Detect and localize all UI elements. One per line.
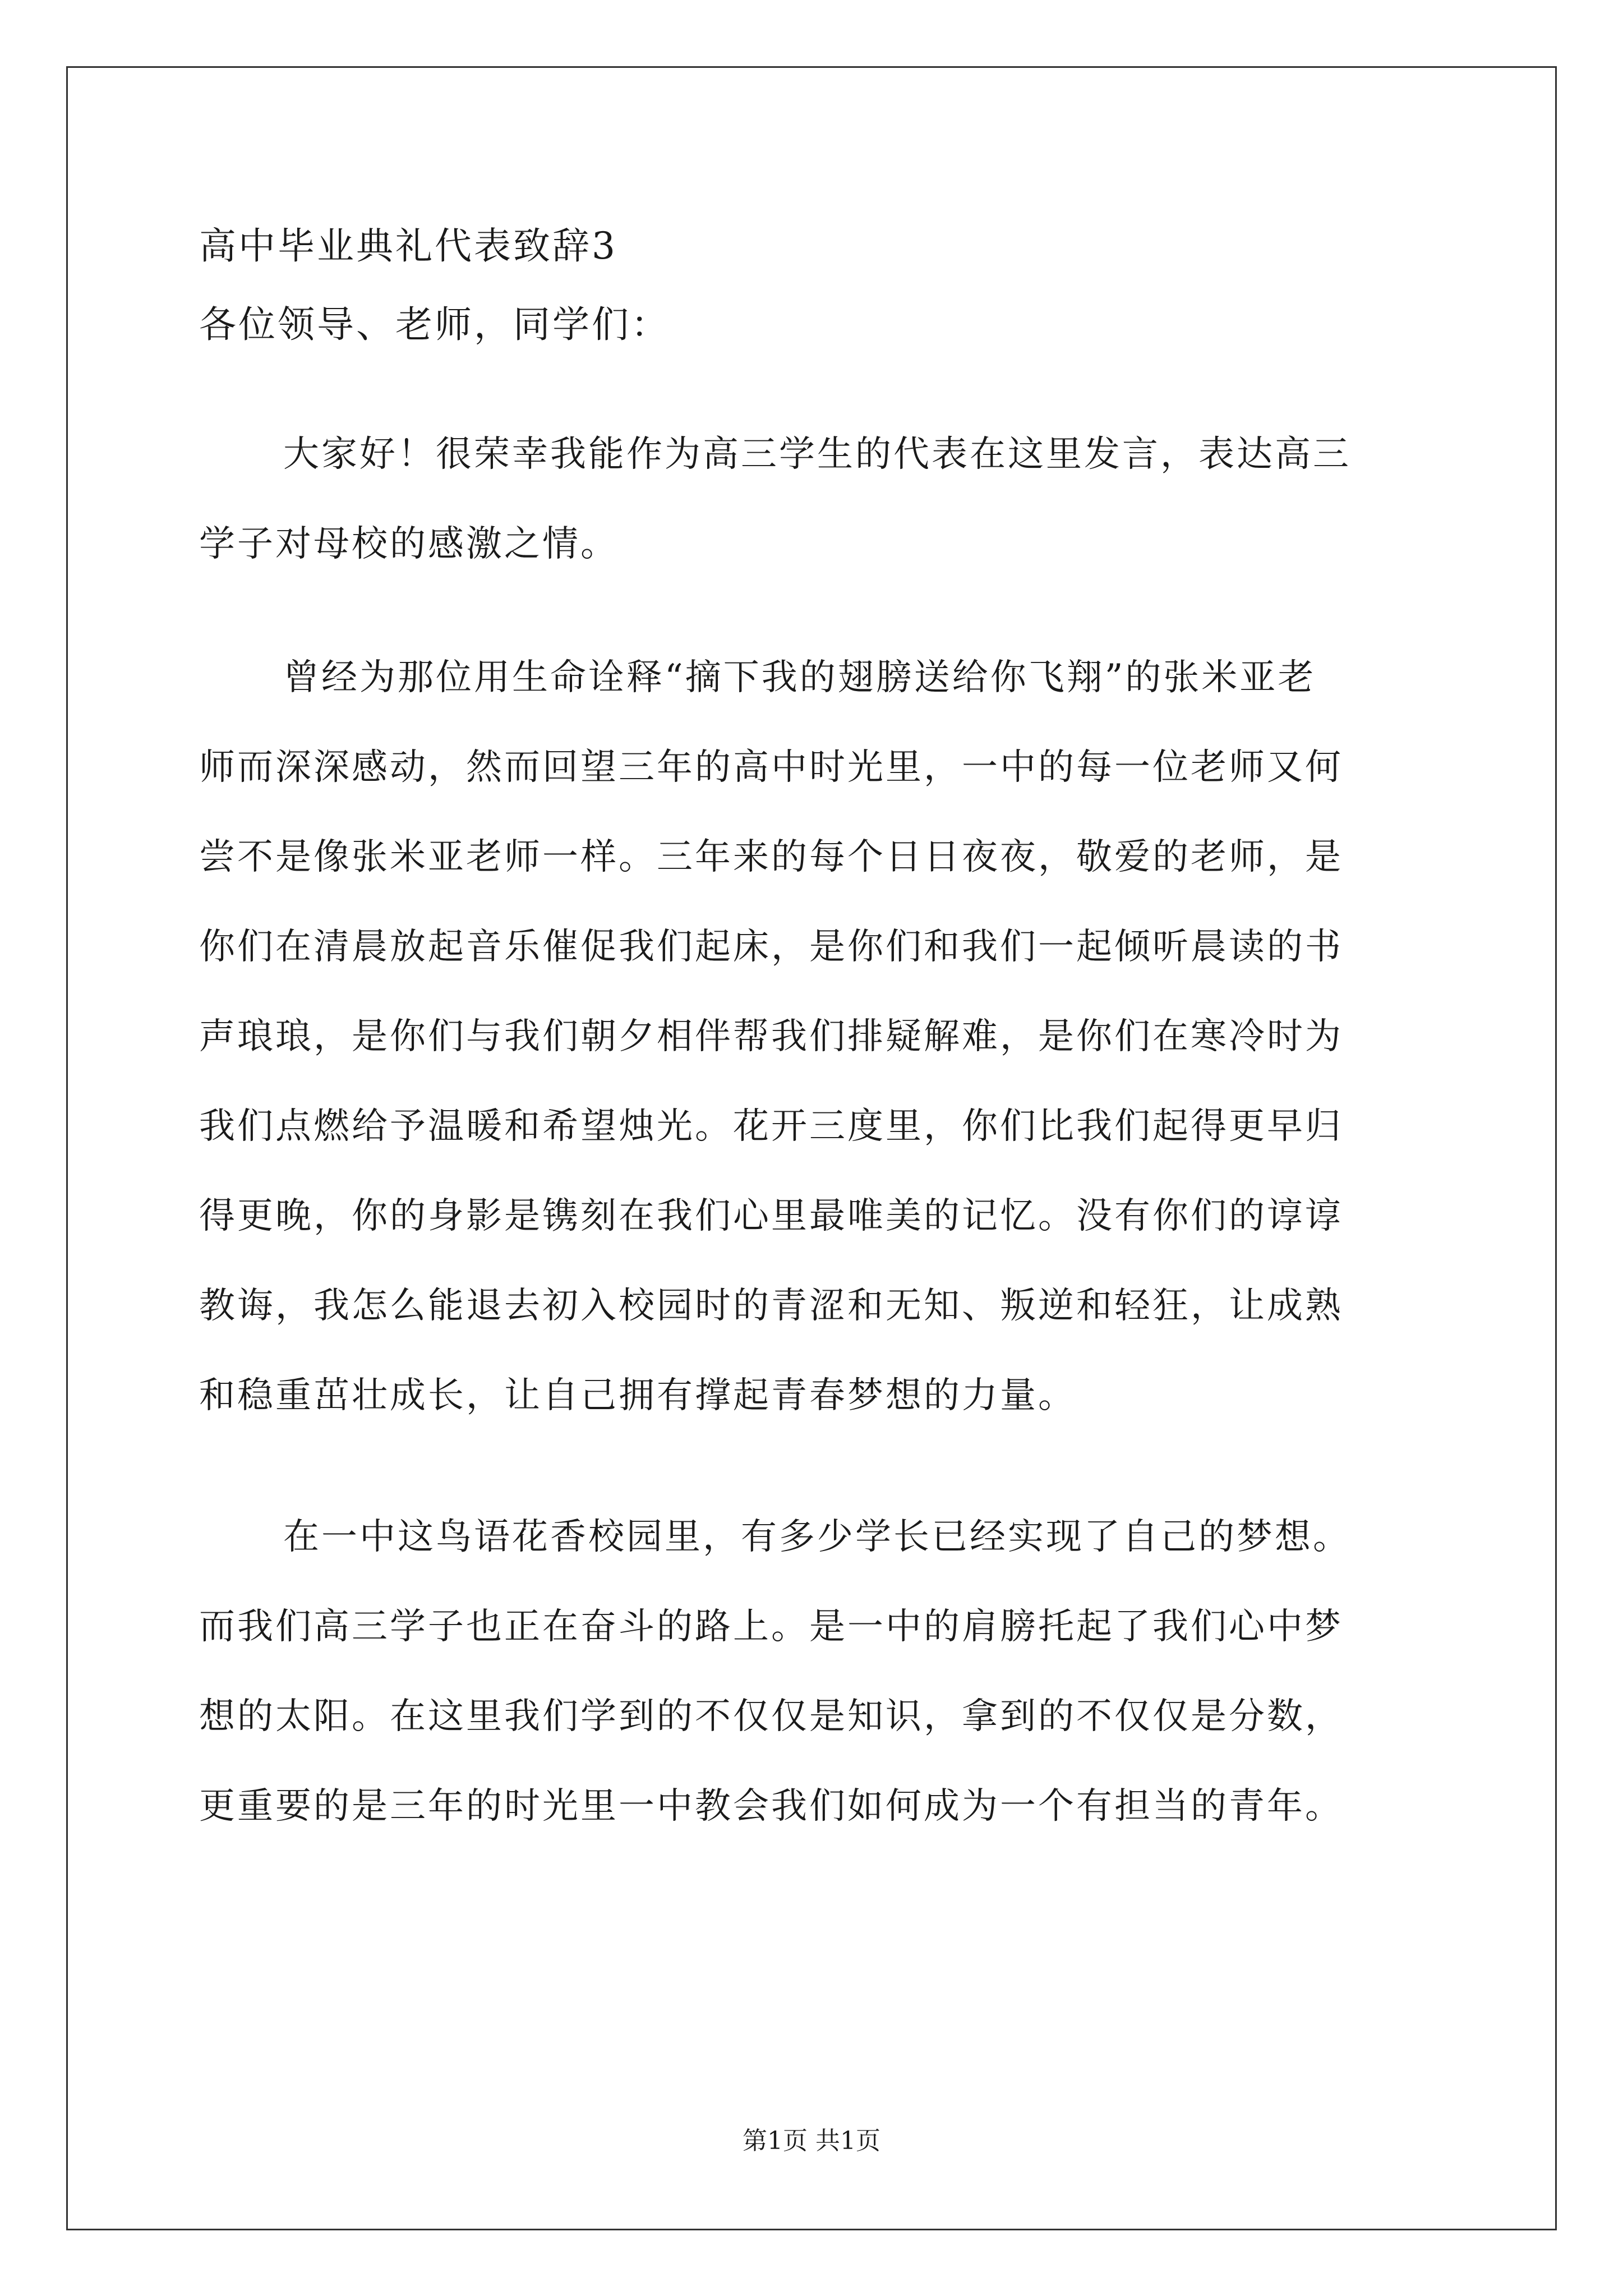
- paragraph-line: 我们点燃给予温暖和希望烛光。花开三度里，你们比我们起得更早归: [199, 1106, 1343, 1147]
- paragraph-line: 学子对母校的感激之情。: [199, 523, 619, 565]
- paragraph-line: 声琅琅，是你们与我们朝夕相伴帮我们排疑解难，是你们在寒冷时为: [199, 1016, 1343, 1057]
- paragraph-line: 曾经为那位用生命诠释“摘下我的翅膀送给你飞翔”的张米亚老: [283, 657, 1316, 698]
- paragraph-2: [199, 633, 1433, 1441]
- paragraph-1: [199, 409, 1433, 589]
- paragraph-line: 你们在清晨放起音乐催促我们起床，是你们和我们一起倾听晨读的书: [199, 926, 1343, 968]
- paragraph-line: 更重要的是三年的时光里一中教会我们如何成为一个有担当的青年。: [199, 1786, 1343, 1827]
- paragraph-line: 大家好！很荣幸我能作为高三学生的代表在这里发言，表达高三: [283, 434, 1351, 475]
- page-number: 第1页 共1页: [743, 2127, 880, 2155]
- paragraph-3: [199, 1492, 1433, 1851]
- paragraph-line: 教诲，我怎么能退去初入校园时的青涩和无知、叛逆和轻狂，让成熟: [199, 1285, 1343, 1327]
- paragraph-line: 师而深深感动，然而回望三年的高中时光里，一中的每一位老师又何: [199, 747, 1343, 788]
- paragraph-line: 尝不是像张米亚老师一样。三年来的每个日日夜夜，敬爱的老师，是: [199, 836, 1343, 878]
- paragraph-line: 想的太阳。在这里我们学到的不仅仅是知识，拿到的不仅仅是分数，: [199, 1696, 1343, 1737]
- paragraph-line: 在一中这鸟语花香校园里，有多少学长已经实现了自己的梦想。: [283, 1516, 1351, 1558]
- paragraph-line: 得更晚，你的身影是镌刻在我们心里最唯美的记忆。没有你们的谆谆: [199, 1195, 1343, 1237]
- document-title: 高中毕业典礼代表致辞3: [199, 224, 617, 268]
- paragraph-line: 而我们高三学子也正在奋斗的路上。是一中的肩膀托起了我们心中梦: [199, 1606, 1343, 1648]
- paragraph-line: 和稳重茁壮成长，让自己拥有撑起青春梦想的力量。: [199, 1375, 1076, 1416]
- greeting-line: 各位领导、老师，同学们：: [199, 303, 670, 346]
